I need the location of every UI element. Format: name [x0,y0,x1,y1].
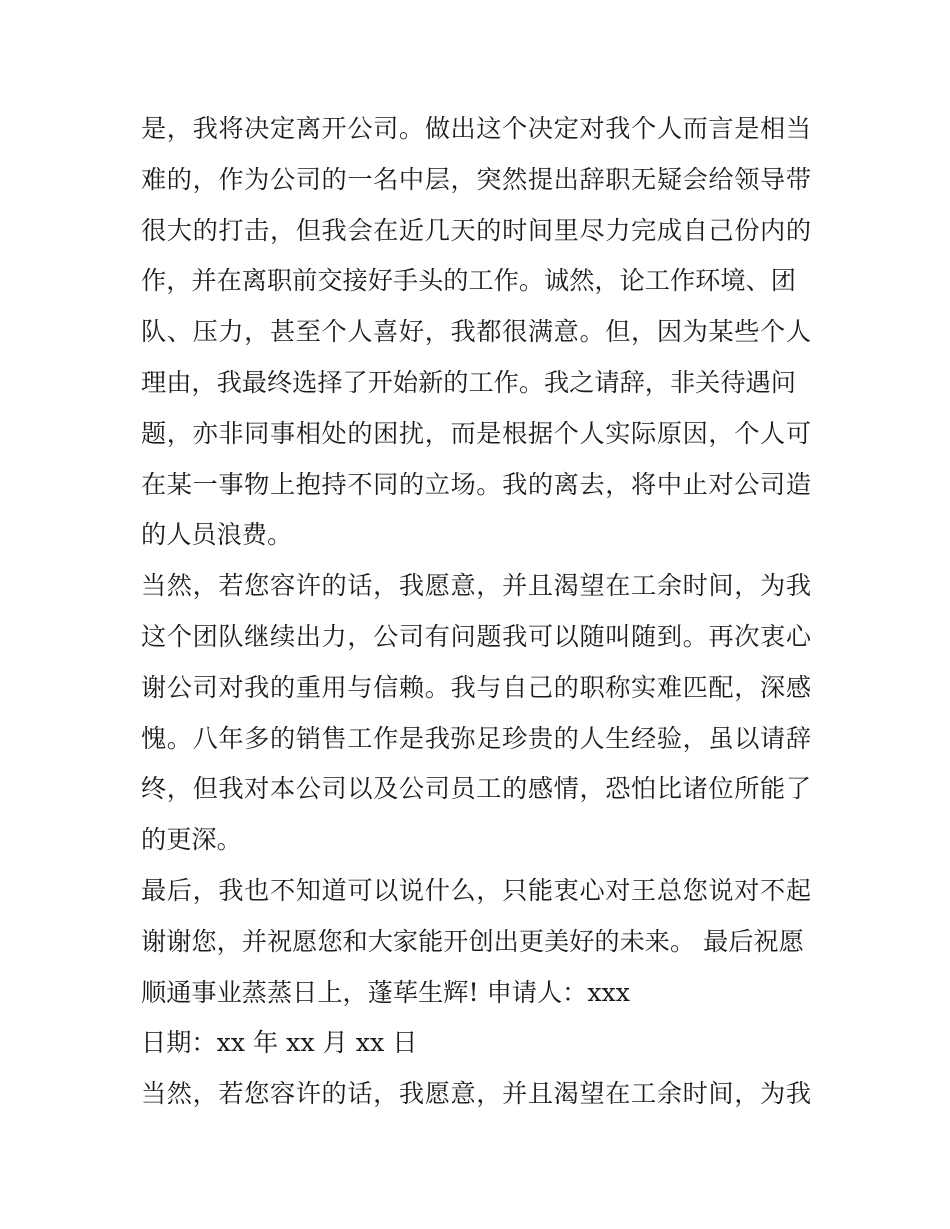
text-line: 在某一事物上抱持不同的立场。我的离去，将中止对公司造 [141,469,811,499]
text-line: 难的，作为公司的一名中层，突然提出辞职无疑会给领导带 [141,164,811,194]
text-line: 日期：xx 年 xx 月 xx 日 [141,1028,418,1058]
text-line: 最后，我也不知道可以说什么，只能衷心对王总您说对不起 [141,875,811,905]
text-line: 当然，若您容许的话，我愿意，并且渴望在工余时间，为我 [141,571,811,601]
text-line: 当然，若您容许的话，我愿意，并且渴望在工余时间，为我 [141,1079,811,1109]
text-line: 谢谢您，并祝愿您和大家能开创出更美好的未来。 最后祝愿 [141,926,804,956]
text-line: 题，亦非同事相处的困扰，而是根据个人实际原因，个人可 [141,418,811,448]
text-line: 这个团队继续出力，公司有问题我可以随叫随到。再次衷心 [141,621,811,651]
text-line: 的更深。 [141,825,242,855]
text-line: 很大的打击，但我会在近几天的时间里尽力完成自己份内的 [141,215,811,245]
text-line: 顺通事业蒸蒸日上，蓬荜生辉! 申请人：xxx [141,977,630,1007]
document-body [141,104,811,1120]
text-line: 作，并在离职前交接好手头的工作。诚然，论工作环境、团 [141,266,796,296]
text-line: 谢公司对我的重用与信赖。我与自己的职称实难匹配，深感 [141,672,811,702]
text-line: 愧。八年多的销售工作是我弥足珍贵的人生经验，虽以请辞 [141,723,811,753]
text-line: 队、压力，甚至个人喜好，我都很满意。但，因为某些个人 [141,317,811,347]
text-line: 的人员浪费。 [141,520,293,550]
text-line: 终，但我对本公司以及公司员工的感情，恐怕比诸位所能了 [141,774,811,804]
text-line: 理由，我最终选择了开始新的工作。我之请辞，非关待遇问 [141,367,796,397]
text-line: 是，我将决定离开公司。做出这个决定对我个人而言是相当 [141,114,811,143]
